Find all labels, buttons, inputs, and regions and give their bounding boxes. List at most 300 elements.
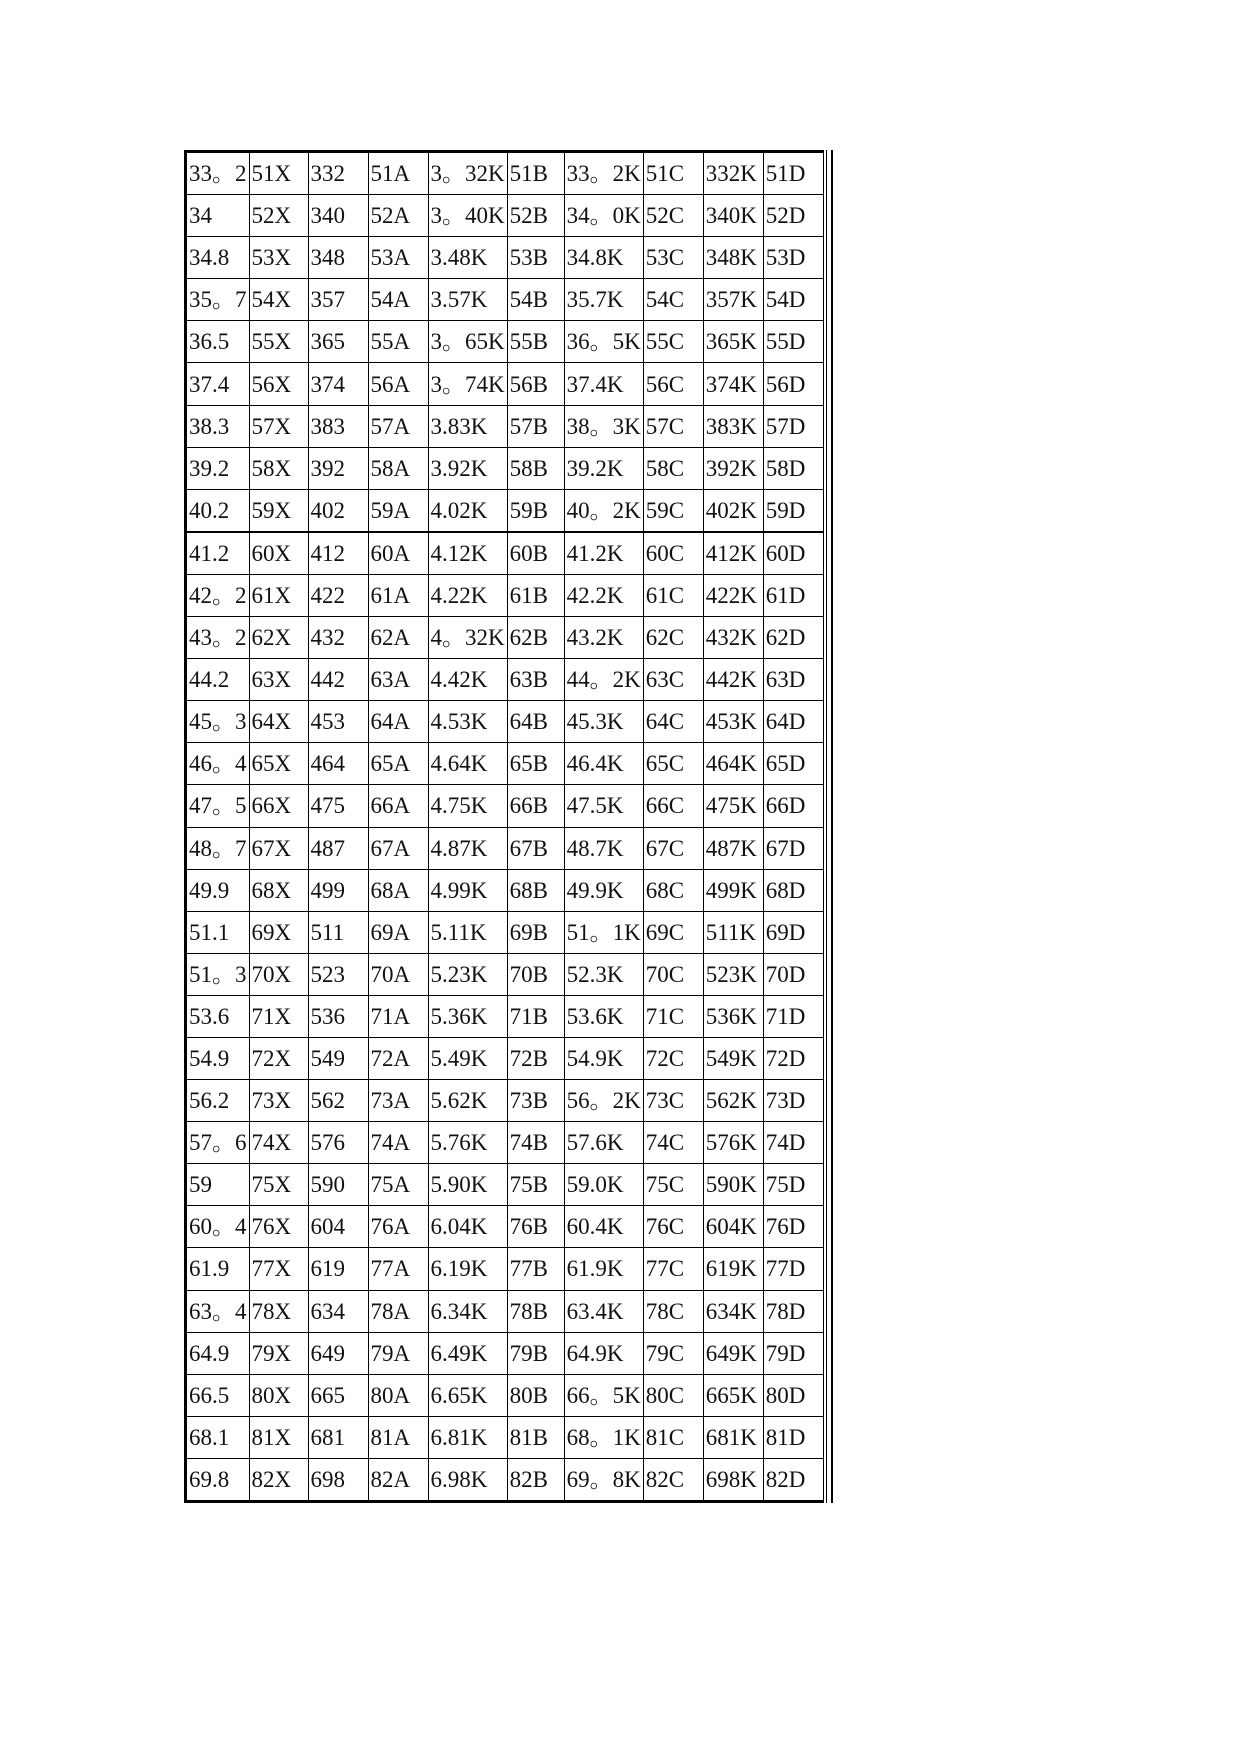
table-cell: 634 (308, 1290, 368, 1332)
table-cell: 63。4 (187, 1290, 250, 1332)
table-cell: 44。2K (564, 659, 643, 701)
table-cell: 464 (308, 743, 368, 785)
table-cell: 6.34K (428, 1290, 507, 1332)
table-cell: 65B (507, 743, 564, 785)
table-row (187, 953, 824, 995)
table-cell: 75D (763, 1164, 823, 1206)
table-cell: 374 (308, 363, 368, 405)
table-cell: 71A (368, 995, 428, 1037)
table-cell: 74A (368, 1122, 428, 1164)
table-cell: 65C (643, 743, 703, 785)
table-cell: 58X (249, 447, 308, 489)
table-cell: 72A (368, 1037, 428, 1079)
table-cell: 4.02K (428, 489, 507, 532)
table-cell: 78B (507, 1290, 564, 1332)
table-cell: 63.4K (564, 1290, 643, 1332)
table-cell: 698 (308, 1458, 368, 1500)
table-cell: 619 (308, 1248, 368, 1290)
table-cell: 35。7 (187, 279, 250, 321)
table-cell: 60。4 (187, 1206, 250, 1248)
table-cell: 81B (507, 1416, 564, 1458)
table-cell: 68.1 (187, 1416, 250, 1458)
table-cell: 81A (368, 1416, 428, 1458)
table-cell: 52A (368, 195, 428, 237)
table-cell: 62X (249, 617, 308, 659)
table-cell: 52X (249, 195, 308, 237)
table-cell: 57D (763, 405, 823, 447)
table-cell: 79X (249, 1332, 308, 1374)
table-cell: 5.62K (428, 1080, 507, 1122)
table-cell: 4.64K (428, 743, 507, 785)
table-row (187, 1122, 824, 1164)
table-cell: 61A (368, 574, 428, 616)
table-cell: 59A (368, 489, 428, 532)
table-cell: 59D (763, 489, 823, 532)
table-cell: 53.6K (564, 995, 643, 1037)
table-cell: 60.4K (564, 1206, 643, 1248)
table-cell: 523 (308, 953, 368, 995)
table-row (187, 743, 824, 785)
table-cell: 332K (703, 153, 763, 195)
table-cell: 562 (308, 1080, 368, 1122)
table-cell: 64D (763, 701, 823, 743)
table-cell: 52C (643, 195, 703, 237)
table-row (187, 1164, 824, 1206)
table-cell: 60X (249, 532, 308, 575)
table-cell: 464K (703, 743, 763, 785)
table-row (187, 701, 824, 743)
table-cell: 6.19K (428, 1248, 507, 1290)
table-cell: 576 (308, 1122, 368, 1164)
table-cell: 60D (763, 532, 823, 575)
table-cell: 665K (703, 1374, 763, 1416)
table-cell: 55D (763, 321, 823, 363)
table-cell: 64.9 (187, 1332, 250, 1374)
table-cell: 54X (249, 279, 308, 321)
table-cell: 39.2 (187, 447, 250, 489)
table-cell: 77X (249, 1248, 308, 1290)
table-cell: 66D (763, 785, 823, 827)
table-cell: 4。32K (428, 617, 507, 659)
table-cell: 68B (507, 869, 564, 911)
table-cell: 402 (308, 489, 368, 532)
table-cell: 72D (763, 1037, 823, 1079)
table-cell: 63D (763, 659, 823, 701)
table-cell: 5.36K (428, 995, 507, 1037)
table-cell: 63C (643, 659, 703, 701)
table-cell: 340K (703, 195, 763, 237)
table-cell: 6.04K (428, 1206, 507, 1248)
table-cell: 5.76K (428, 1122, 507, 1164)
table-cell: 487K (703, 827, 763, 869)
table-cell: 475 (308, 785, 368, 827)
table-cell: 475K (703, 785, 763, 827)
table-cell: 41.2K (564, 532, 643, 575)
table-cell: 55C (643, 321, 703, 363)
table-cell: 55X (249, 321, 308, 363)
table-cell: 73B (507, 1080, 564, 1122)
table-cell: 68D (763, 869, 823, 911)
table-cell: 74D (763, 1122, 823, 1164)
table-cell: 47.5K (564, 785, 643, 827)
table-cell: 6.65K (428, 1374, 507, 1416)
table-cell: 48。7 (187, 827, 250, 869)
table-cell: 51X (249, 153, 308, 195)
table-cell: 41.2 (187, 532, 250, 575)
table-cell: 34.8K (564, 237, 643, 279)
table-cell: 75C (643, 1164, 703, 1206)
table-cell: 34。0K (564, 195, 643, 237)
table-cell: 43.2K (564, 617, 643, 659)
table-cell: 523K (703, 953, 763, 995)
table-cell: 66X (249, 785, 308, 827)
table-cell: 70B (507, 953, 564, 995)
table-cell: 59 (187, 1164, 250, 1206)
table-cell: 69。8K (564, 1458, 643, 1500)
table-cell: 59.0K (564, 1164, 643, 1206)
table-cell: 392 (308, 447, 368, 489)
table-row (187, 447, 824, 489)
table-cell: 511 (308, 911, 368, 953)
table-cell: 71B (507, 995, 564, 1037)
table-cell: 3.92K (428, 447, 507, 489)
table-cell: 74C (643, 1122, 703, 1164)
table-cell: 68C (643, 869, 703, 911)
table-cell: 4.53K (428, 701, 507, 743)
table-cell: 67X (249, 827, 308, 869)
table-cell: 39.2K (564, 447, 643, 489)
table-cell: 4.99K (428, 869, 507, 911)
table-cell: 81X (249, 1416, 308, 1458)
table-cell: 453 (308, 701, 368, 743)
table-row (187, 1416, 824, 1458)
table-cell: 68X (249, 869, 308, 911)
table-cell: 75A (368, 1164, 428, 1206)
table-cell: 67D (763, 827, 823, 869)
table-cell: 47。5 (187, 785, 250, 827)
table-cell: 79D (763, 1332, 823, 1374)
table-cell: 36.5 (187, 321, 250, 363)
table-row (187, 532, 824, 575)
table-cell: 72B (507, 1037, 564, 1079)
table-cell: 53B (507, 237, 564, 279)
table-cell: 66。5K (564, 1374, 643, 1416)
table-cell: 48.7K (564, 827, 643, 869)
table-cell: 52D (763, 195, 823, 237)
table-cell: 53C (643, 237, 703, 279)
table-cell: 73C (643, 1080, 703, 1122)
table-cell: 60A (368, 532, 428, 575)
table-cell: 3。74K (428, 363, 507, 405)
table-cell: 3.83K (428, 405, 507, 447)
table-cell: 562K (703, 1080, 763, 1122)
table-cell: 67B (507, 827, 564, 869)
table-cell: 53A (368, 237, 428, 279)
table-cell: 70A (368, 953, 428, 995)
table-cell: 5.49K (428, 1037, 507, 1079)
table-cell: 77D (763, 1248, 823, 1290)
table-cell: 57。6 (187, 1122, 250, 1164)
table-cell: 66A (368, 785, 428, 827)
table-row (187, 1290, 824, 1332)
table-cell: 45。3 (187, 701, 250, 743)
table-cell: 78X (249, 1290, 308, 1332)
table-cell: 3。40K (428, 195, 507, 237)
table-cell: 64X (249, 701, 308, 743)
table-cell: 70C (643, 953, 703, 995)
table-cell: 62B (507, 617, 564, 659)
table-cell: 71D (763, 995, 823, 1037)
table-row (187, 574, 824, 616)
table-cell: 49.9K (564, 869, 643, 911)
table-cell: 442K (703, 659, 763, 701)
table-cell: 69A (368, 911, 428, 953)
table-cell: 536K (703, 995, 763, 1037)
table-cell: 549 (308, 1037, 368, 1079)
table-cell: 66B (507, 785, 564, 827)
table-cell: 383 (308, 405, 368, 447)
table-cell: 590K (703, 1164, 763, 1206)
table-cell: 357K (703, 279, 763, 321)
table-cell: 453K (703, 701, 763, 743)
table-cell: 64B (507, 701, 564, 743)
table-cell: 72C (643, 1037, 703, 1079)
table-cell: 6.98K (428, 1458, 507, 1500)
table-cell: 38.3 (187, 405, 250, 447)
table-cell: 68。1K (564, 1416, 643, 1458)
table-row (187, 1458, 824, 1500)
table-row (187, 321, 824, 363)
table-cell: 348K (703, 237, 763, 279)
table-cell: 62A (368, 617, 428, 659)
table-cell: 69.8 (187, 1458, 250, 1500)
table-cell: 365 (308, 321, 368, 363)
table-cell: 74B (507, 1122, 564, 1164)
table-cell: 67C (643, 827, 703, 869)
table-cell: 53D (763, 237, 823, 279)
table-cell: 511K (703, 911, 763, 953)
table-cell: 56D (763, 363, 823, 405)
table-cell: 57B (507, 405, 564, 447)
table-cell: 76D (763, 1206, 823, 1248)
table-cell: 81C (643, 1416, 703, 1458)
table-row (187, 995, 824, 1037)
table-cell: 82B (507, 1458, 564, 1500)
table-cell: 6.49K (428, 1332, 507, 1374)
table-cell: 58A (368, 447, 428, 489)
table-cell: 46。4 (187, 743, 250, 785)
table-cell: 45.3K (564, 701, 643, 743)
table-cell: 68A (368, 869, 428, 911)
table-cell: 34 (187, 195, 250, 237)
table-row (187, 911, 824, 953)
table-cell: 56C (643, 363, 703, 405)
table-cell: 69C (643, 911, 703, 953)
table-cell: 44.2 (187, 659, 250, 701)
table-row (187, 363, 824, 405)
table-cell: 76B (507, 1206, 564, 1248)
table-cell: 65D (763, 743, 823, 785)
table-cell: 82A (368, 1458, 428, 1500)
table-row (187, 659, 824, 701)
table-cell: 698K (703, 1458, 763, 1500)
table-cell: 79A (368, 1332, 428, 1374)
table-cell: 4.12K (428, 532, 507, 575)
table-row (187, 279, 824, 321)
table-cell: 76C (643, 1206, 703, 1248)
table-cell: 604K (703, 1206, 763, 1248)
table-cell: 73X (249, 1080, 308, 1122)
table-row (187, 827, 824, 869)
table-cell: 54C (643, 279, 703, 321)
table-cell: 63X (249, 659, 308, 701)
table-cell: 412 (308, 532, 368, 575)
table-cell: 56X (249, 363, 308, 405)
table-cell: 64A (368, 701, 428, 743)
table-cell: 348 (308, 237, 368, 279)
table-cell: 51。3 (187, 953, 250, 995)
table-cell: 70D (763, 953, 823, 995)
table-cell: 5.23K (428, 953, 507, 995)
table-cell: 38。3K (564, 405, 643, 447)
table-cell: 60B (507, 532, 564, 575)
table-cell: 66C (643, 785, 703, 827)
table-cell: 374K (703, 363, 763, 405)
table-cell: 55B (507, 321, 564, 363)
table-cell: 80X (249, 1374, 308, 1416)
table-cell: 412K (703, 532, 763, 575)
table-cell: 79C (643, 1332, 703, 1374)
table-cell: 55A (368, 321, 428, 363)
table-cell: 75X (249, 1164, 308, 1206)
table-cell: 82X (249, 1458, 308, 1500)
table-cell: 61D (763, 574, 823, 616)
table-row (187, 617, 824, 659)
table-cell: 35.7K (564, 279, 643, 321)
table-cell: 78C (643, 1290, 703, 1332)
table-row (187, 1332, 824, 1374)
table-cell: 383K (703, 405, 763, 447)
table-cell: 76A (368, 1206, 428, 1248)
table-cell: 37.4K (564, 363, 643, 405)
table-cell: 33。2 (187, 153, 250, 195)
table-cell: 56B (507, 363, 564, 405)
table-cell: 61X (249, 574, 308, 616)
table-row (187, 195, 824, 237)
table-cell: 402K (703, 489, 763, 532)
table-cell: 634K (703, 1290, 763, 1332)
table-cell: 78A (368, 1290, 428, 1332)
table-cell: 681K (703, 1416, 763, 1458)
table-cell: 59C (643, 489, 703, 532)
table-cell: 432K (703, 617, 763, 659)
table-cell: 5.11K (428, 911, 507, 953)
table-cell: 82D (763, 1458, 823, 1500)
table-cell: 357 (308, 279, 368, 321)
table-cell: 73A (368, 1080, 428, 1122)
table-cell: 3.57K (428, 279, 507, 321)
table-cell: 61C (643, 574, 703, 616)
table-cell: 549K (703, 1037, 763, 1079)
table-cell: 46.4K (564, 743, 643, 785)
table-cell: 52.3K (564, 953, 643, 995)
table-cell: 576K (703, 1122, 763, 1164)
table-row (187, 1080, 824, 1122)
resistor-code-table (186, 152, 824, 1501)
table-cell: 332 (308, 153, 368, 195)
table-cell: 72X (249, 1037, 308, 1079)
table-cell: 51。1K (564, 911, 643, 953)
code-table-frame (184, 150, 824, 1503)
table-row (187, 489, 824, 532)
table-cell: 51C (643, 153, 703, 195)
table-cell: 57A (368, 405, 428, 447)
table-cell: 73D (763, 1080, 823, 1122)
table-cell: 4.22K (428, 574, 507, 616)
table-cell: 57X (249, 405, 308, 447)
table-cell: 4.87K (428, 827, 507, 869)
table-cell: 36。5K (564, 321, 643, 363)
table-cell: 66.5 (187, 1374, 250, 1416)
table-cell: 422K (703, 574, 763, 616)
table-cell: 49.9 (187, 869, 250, 911)
table-cell: 34.8 (187, 237, 250, 279)
table-cell: 69D (763, 911, 823, 953)
table-cell: 59X (249, 489, 308, 532)
table-cell: 65A (368, 743, 428, 785)
table-cell: 75B (507, 1164, 564, 1206)
table-cell: 52B (507, 195, 564, 237)
table-row (187, 869, 824, 911)
table-cell: 43。2 (187, 617, 250, 659)
table-cell: 499K (703, 869, 763, 911)
table-cell: 78D (763, 1290, 823, 1332)
table-cell: 77B (507, 1248, 564, 1290)
table-cell: 59B (507, 489, 564, 532)
table-row (187, 237, 824, 279)
table-cell: 442 (308, 659, 368, 701)
table-cell: 37.4 (187, 363, 250, 405)
table-cell: 61.9 (187, 1248, 250, 1290)
table-cell: 53.6 (187, 995, 250, 1037)
table-cell: 42。2 (187, 574, 250, 616)
table-cell: 62C (643, 617, 703, 659)
table-cell: 82C (643, 1458, 703, 1500)
table-cell: 681 (308, 1416, 368, 1458)
table-cell: 40.2 (187, 489, 250, 532)
table-row (187, 1206, 824, 1248)
table-cell: 57C (643, 405, 703, 447)
table-cell: 70X (249, 953, 308, 995)
table-cell: 81D (763, 1416, 823, 1458)
table-cell: 604 (308, 1206, 368, 1248)
table-cell: 77C (643, 1248, 703, 1290)
table-row (187, 153, 824, 195)
table-cell: 58B (507, 447, 564, 489)
table-cell: 54B (507, 279, 564, 321)
table-cell: 51B (507, 153, 564, 195)
table-cell: 365K (703, 321, 763, 363)
table-cell: 63A (368, 659, 428, 701)
table-cell: 649 (308, 1332, 368, 1374)
table-cell: 3。32K (428, 153, 507, 195)
table-cell: 6.81K (428, 1416, 507, 1458)
table-cell: 56A (368, 363, 428, 405)
table-cell: 63B (507, 659, 564, 701)
table-cell: 58C (643, 447, 703, 489)
table-cell: 590 (308, 1164, 368, 1206)
table-cell: 61.9K (564, 1248, 643, 1290)
